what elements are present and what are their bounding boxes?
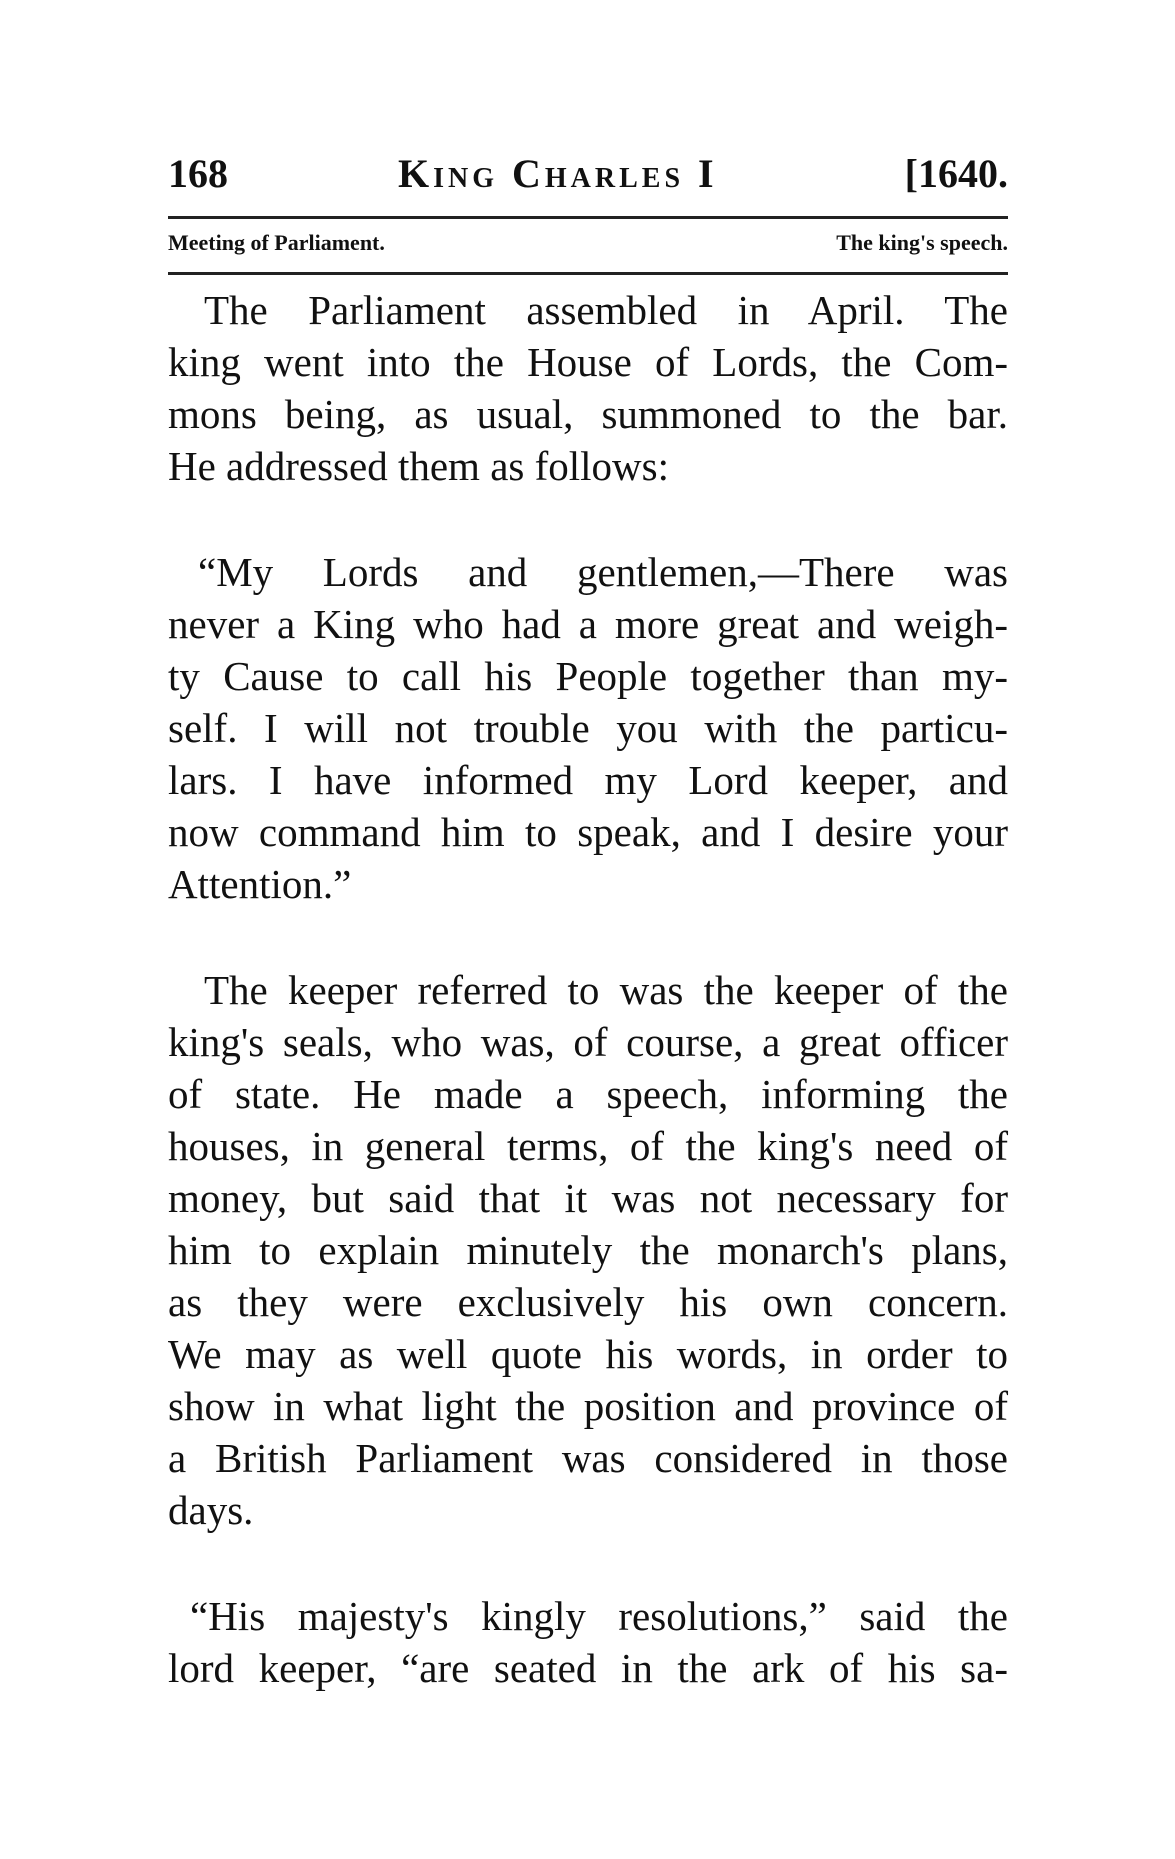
text-line: lord keeper, “are seated in the ark of his sa-	[168, 1645, 1008, 1691]
text-line: show in what light the position and province of	[168, 1383, 1008, 1429]
text-line: king's seals, who was, of course, a great officer	[168, 1019, 1008, 1065]
text-line: money, but said that it was not necessary for	[168, 1175, 1008, 1221]
text-line: ty Cause to call his People together than my-	[168, 653, 1008, 699]
text-line: days.	[168, 1487, 254, 1533]
text-line: king went into the House of Lords, the Com-	[168, 339, 1008, 385]
running-title: King Charles I	[398, 151, 718, 196]
text-line: a British Parliament was considered in those	[168, 1435, 1008, 1481]
page-number: 168	[168, 151, 228, 196]
text-line: as they were exclusively his own concern.	[168, 1279, 1008, 1325]
subheader-rule	[168, 272, 1008, 275]
text-line: of state. He made a speech, informing the	[168, 1071, 1008, 1117]
subheader-right: The king's speech.	[836, 230, 1008, 255]
running-header	[168, 150, 1008, 202]
paragraph	[168, 284, 1008, 492]
body-text	[168, 284, 1008, 1748]
paragraph	[168, 1590, 1008, 1694]
text-line: Attention.”	[168, 861, 352, 907]
text-line: now command him to speak, and I desire your	[168, 809, 1008, 855]
text-line: He addressed them as follows:	[168, 443, 669, 489]
text-line: We may as well quote his words, in order to	[168, 1331, 1008, 1377]
text-line: “My Lords and gentlemen,—There was	[198, 549, 1008, 595]
text-line: “His majesty's kingly resolutions,” said the	[190, 1593, 1008, 1639]
header-rule	[168, 216, 1008, 219]
text-line: lars. I have informed my Lord keeper, and	[168, 757, 1008, 803]
text-line: houses, in general terms, of the king's need of	[168, 1123, 1008, 1169]
text-line: mons being, as usual, summoned to the bar.	[168, 391, 1008, 437]
subheader-left: Meeting of Parliament.	[168, 230, 385, 255]
paragraph	[168, 546, 1008, 910]
text-line: self. I will not trouble you with the particu-	[168, 705, 1008, 751]
paragraph	[168, 964, 1008, 1536]
text-line: never a King who had a more great and weigh-	[168, 601, 1008, 647]
text-line: The Parliament assembled in April. The	[204, 287, 1008, 333]
text-line: The keeper referred to was the keeper of the	[204, 967, 1008, 1013]
year: [1640.	[904, 151, 1008, 196]
text-line: him to explain minutely the monarch's plans,	[168, 1227, 1008, 1273]
